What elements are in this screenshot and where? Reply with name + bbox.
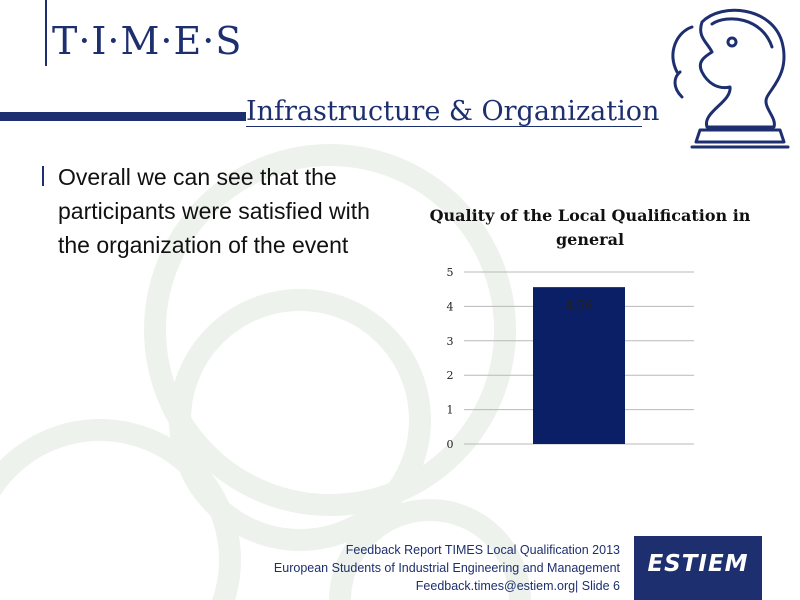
times-logo: T·I·M·E·S <box>52 19 243 63</box>
title-rule <box>0 112 246 121</box>
bar-data-label: 4,56 <box>565 298 593 313</box>
bar-chart <box>436 262 706 458</box>
bullet-marker <box>42 166 44 186</box>
footer-line-organization: European Students of Industrial Engineering and Management <box>273 561 620 575</box>
slide-title: Infrastructure & Organization <box>246 96 660 127</box>
footer-line-report: Feedback Report TIMES Local Qualification 2013 <box>345 543 620 557</box>
y-tick-label: 4 <box>446 300 454 314</box>
footer <box>274 541 620 595</box>
chart-title: Quality of the Local Qualification in general <box>429 206 751 249</box>
y-tick-label: 3 <box>446 334 454 348</box>
estiem-logo-text: ESTIEM <box>647 551 749 577</box>
logo-bar <box>45 0 47 66</box>
bullet-text: Overall we can see that the participants were satisfied with the organization of the event <box>58 164 370 258</box>
bullet-list <box>42 160 402 262</box>
y-tick-label: 1 <box>446 403 454 417</box>
y-tick-label: 2 <box>446 369 454 383</box>
y-tick-label: 5 <box>446 266 454 279</box>
chess-knight-logo-icon <box>662 2 798 152</box>
y-tick-label: 0 <box>446 438 454 451</box>
estiem-logo <box>634 536 762 600</box>
footer-line-contact: Feedback.times@estiem.org| Slide 6 <box>415 579 620 593</box>
